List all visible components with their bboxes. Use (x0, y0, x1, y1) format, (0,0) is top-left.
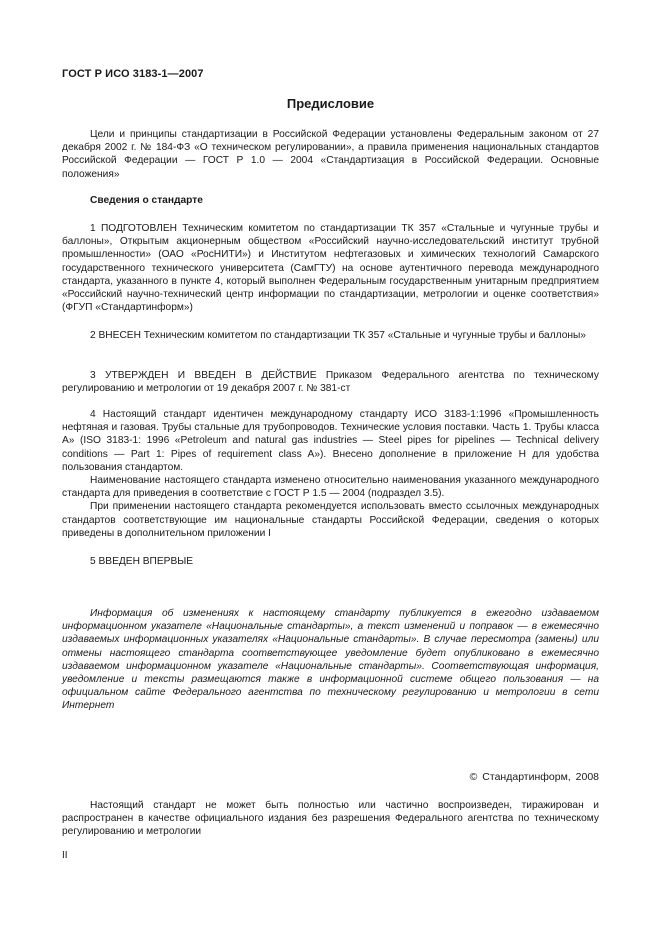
item-3-paragraph: 3 УТВЕРЖДЕН И ВВЕДЕН В ДЕЙСТВИЕ Приказом Федерального агентства по техническому регулированию и метрологии от 19 декабря 2007 г. № 381-ст (62, 370, 599, 395)
copyright-line: © Стандартинформ, 2008 (469, 771, 599, 783)
intro-paragraph: Цели и принципы стандартизации в Российской Федерации установлены Федеральным законом от 27 декабря 2002 г. № 184-ФЗ «О техническом регулировании», а правила применения национальных стандартов Российской Федерации — ГОСТ Р 1.0 — 2004 «Стандартизация в Российской Федерации. Основные положения» (62, 129, 599, 180)
page-number: II (62, 850, 68, 861)
notice-paragraph: Информация об изменениях к настоящему стандарту публикуется в ежегодно издаваемом информационном указателе «Национальные стандарты», а текст изменений и поправок — в ежемесячно издаваемых информационных указателях «Национальные стандарты». В случае пересмотра (замены) или отмены настоящего стандарта соответствующее уведомление будет опубликовано в ежемесячно издаваемом информационном указателе «Национальные стандарты». Соответствующая информация, уведомление и тексты размещаются также в информационной системе общего пользования — на официальном сайте Федерального агентства по техническому регулированию и метрологии в сети Интернет (62, 608, 599, 712)
item-4-paragraph-c: При применении настоящего стандарта рекомендуется использовать вместо ссылочных международных стандартов соответствующие им национальные стандарты Российской Федерации, сведения о которых приведены в дополнительном приложении I (62, 501, 599, 539)
item-5-block (62, 555, 599, 568)
item-4-block (62, 408, 599, 540)
item-1-block (62, 222, 599, 314)
page-title: Предисловие (286, 96, 375, 111)
item-4-paragraph-a: 4 Настоящий стандарт идентичен международному стандарту ИСО 3183-1:1996 «Промышленность нефтяная и газовая. Трубы стальные для трубопроводов. Технические условия поставки. Часть 1. Трубы класса А» (ISO 3183-1: 1996 «Petroleum and natural gas industries — Steel pipes for pipelines — Technical delivery conditions — Part 1: Pipes of requirement class A»). Внесено дополнение в приложение Н для удобства пользования стандартом. (62, 409, 599, 473)
intro-block (62, 128, 599, 181)
item-5-paragraph: 5 ВВЕДЕН ВПЕРВЫЕ (90, 556, 194, 567)
reproduction-paragraph: Настоящий стандарт не может быть полностью или частично воспроизведен, тиражирован и распространен в качестве официального издания без разрешения Федерального агентства по техническому регулированию и метрологии (62, 800, 599, 838)
info-heading: Сведения о стандарте (90, 195, 203, 206)
item-2-paragraph: 2 ВНЕСЕН Техническим комитетом по стандартизации ТК 357 «Стальные и чугунные трубы и баллоны» (90, 330, 586, 341)
item-2-block (62, 329, 599, 342)
notice-block (62, 607, 599, 713)
item-1-paragraph: 1 ПОДГОТОВЛЕН Техническим комитетом по стандартизации ТК 357 «Стальные и чугунные трубы и баллоны», Открытым акционерным обществом «Российский научно-исследовательский институт трубной промышленности» (ОАО «РосНИТИ») и Институтом нефтегазовых и химических технологий Самарского государственного технического университета (СамГТУ) на основе аутентичного перевода международного стандарта, указанного в пункте 4, который выполнен Федеральным государственным унитарным предприятием «Российский научно-технический центр информации по стандартизации, метрологии и оценке соответствия» (ФГУП «Стандартинформ») (62, 223, 599, 314)
item-3-block (62, 369, 599, 395)
item-4-paragraph-b: Наименование настоящего стандарта изменено относительно наименования указанного международного стандарта для приведения в соответствие с ГОСТ Р 1.5 — 2004 (подраздел 3.5). (62, 475, 599, 500)
standard-code-header: ГОСТ Р ИСО 3183-1—2007 (62, 68, 204, 80)
reproduction-block (62, 799, 599, 839)
